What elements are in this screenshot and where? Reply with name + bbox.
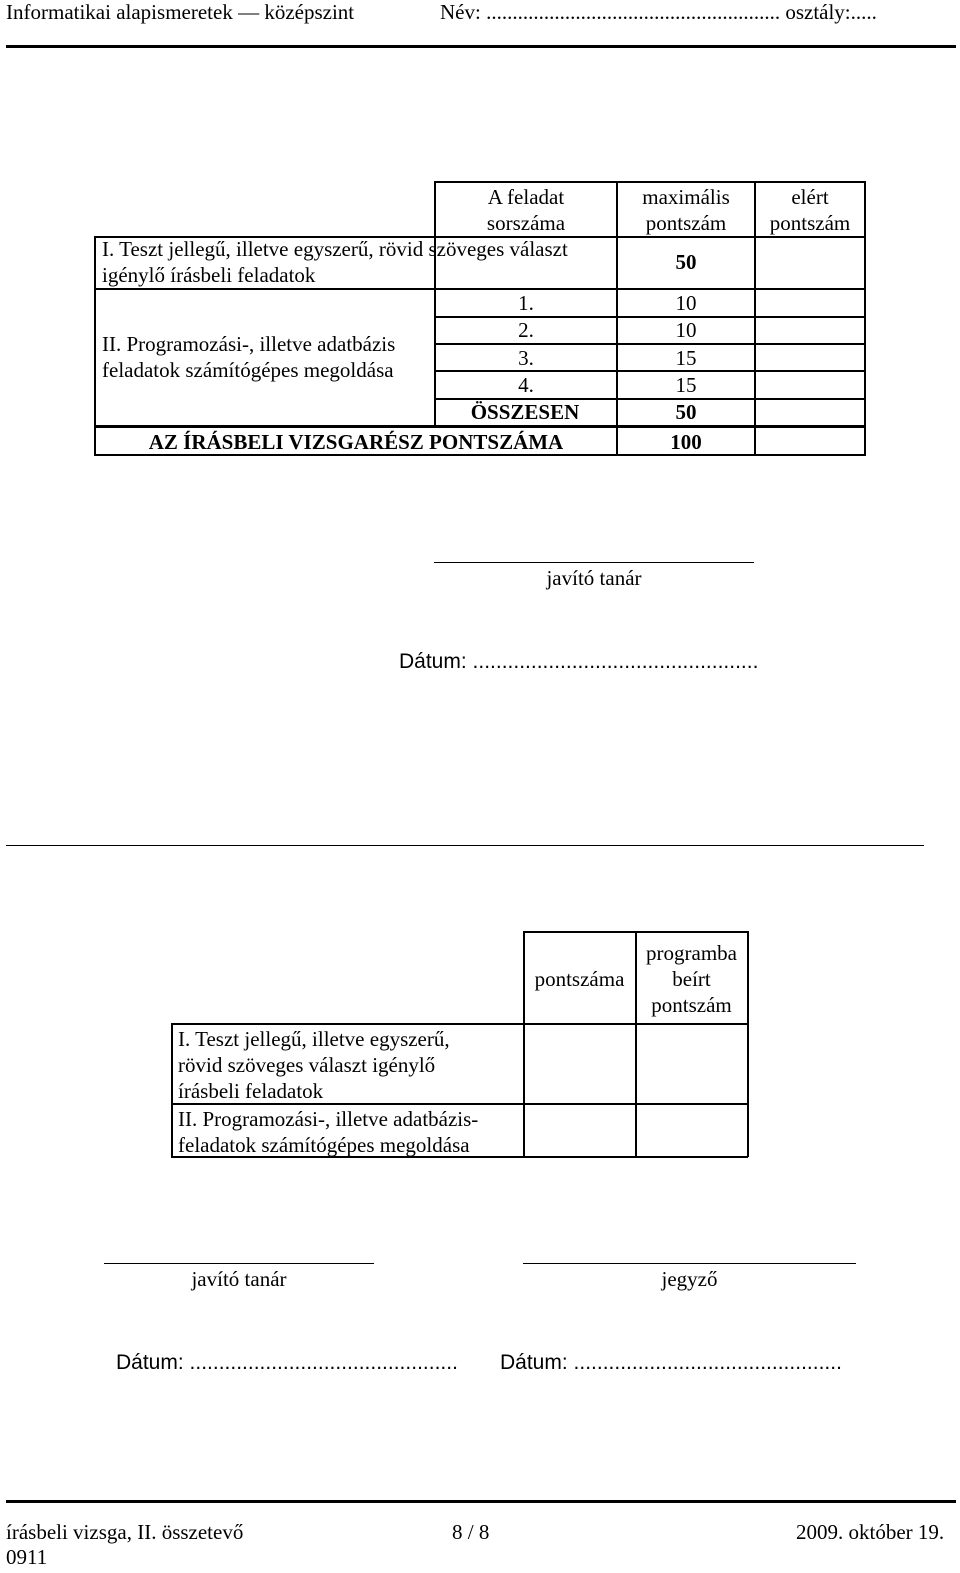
footer-date: 2009. október 19. <box>796 1520 945 1544</box>
total-max: 100 <box>670 430 702 454</box>
date-field: Dátum: .............................................. <box>500 1351 842 1374</box>
col-header-achieved-score: elért pontszám <box>769 185 851 235</box>
signature-line <box>434 562 754 563</box>
task-max-score: 10 <box>675 318 697 342</box>
row-test-tasks-max: 50 <box>675 250 697 274</box>
row-programming-tasks-label: II. Programozási-, illetve adatbázis- feladatok számítógépes megoldása <box>178 1107 479 1157</box>
corrector-label: javító tanár <box>546 566 642 590</box>
date-field: Dátum: ................................................. <box>399 650 759 673</box>
row-programming-tasks-label: II. Programozási-, illetve adatbázis feladatok számítógépes megoldása <box>102 332 396 382</box>
date-field: Dátum: .............................................. <box>116 1351 458 1374</box>
task-max-score: 15 <box>675 346 697 370</box>
task-number: 2. <box>518 318 534 342</box>
header-left: Informatikai alapismeretek — középszint <box>6 0 355 24</box>
col-header-max-score: maximális pontszám <box>642 185 730 235</box>
task-number: 1. <box>518 291 534 315</box>
section-divider <box>6 845 924 846</box>
col-header-task-number: A feladat sorszáma <box>486 185 566 235</box>
corrector-label: javító tanár <box>191 1267 287 1291</box>
subtotal-label: ÖSSZESEN <box>470 400 580 424</box>
footer-code: 0911 <box>6 1545 48 1569</box>
signature-line <box>523 1263 856 1264</box>
footer-left: írásbeli vizsga, II. összetevő <box>6 1520 244 1544</box>
signature-line <box>104 1263 374 1264</box>
row-test-tasks-label: I. Teszt jellegű, illetve egyszerű, rövid szöveges választ igénylő írásbeli feladatok <box>102 237 568 287</box>
task-max-score: 15 <box>675 373 697 397</box>
col-header-entered-score: programba beírt pontszám <box>646 941 737 1017</box>
task-number: 4. <box>518 373 534 397</box>
notary-label: jegyző <box>661 1267 718 1291</box>
task-max-score: 10 <box>675 291 697 315</box>
col-header-score: pontszáma <box>534 967 625 991</box>
total-label: AZ ÍRÁSBELI VIZSGARÉSZ PONTSZÁMA <box>148 430 564 454</box>
page-number: 8 / 8 <box>452 1520 490 1544</box>
task-number: 3. <box>518 346 534 370</box>
header-right: Név: ........................................................ osztály:..... <box>440 0 877 24</box>
footer-rule <box>6 1500 956 1503</box>
row-test-tasks-label: I. Teszt jellegű, illetve egyszerű, rövid szöveges választ igénylő írásbeli feladatok <box>178 1027 450 1103</box>
header-rule <box>6 45 956 48</box>
subtotal-max: 50 <box>675 400 697 424</box>
